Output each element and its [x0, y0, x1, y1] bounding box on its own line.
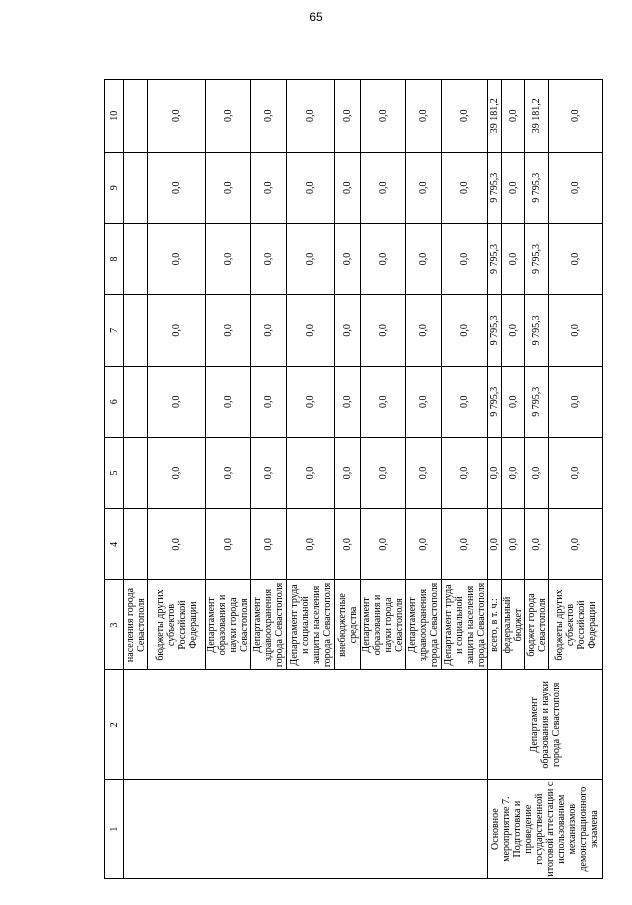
- table-row: [124, 80, 148, 879]
- header-row: [105, 80, 124, 879]
- source-cell: Департамент труда и социальной защиты населения города Севастополя: [287, 580, 335, 670]
- source-cell: федеральный бюджет: [502, 580, 525, 670]
- value-cell: [124, 80, 148, 153]
- value-cell: 0,0: [148, 80, 206, 153]
- measure-title-cell: Основное мероприятие 7. Подготовка и проведение государственной итоговой аттестации с использованием механизмов демонстрационного экзамена: [488, 780, 603, 879]
- source-cell: Департамент здравоохранения города Севастополя: [251, 580, 287, 670]
- value-cell: 0,0: [406, 509, 442, 580]
- header-cell: 2: [105, 670, 124, 780]
- source-cell: внебюджетные средства: [335, 580, 361, 670]
- value-cell: 0,0: [251, 366, 287, 437]
- value-cell: 9 795,3: [525, 295, 549, 366]
- source-cell: всего, в т. ч.:: [488, 580, 502, 670]
- value-cell: 0,0: [488, 509, 502, 580]
- value-cell: 0,0: [549, 80, 603, 153]
- header-cell: 6: [105, 366, 124, 437]
- header-cell: 10: [105, 80, 124, 153]
- value-cell: 0,0: [148, 295, 206, 366]
- value-cell: 0,0: [148, 152, 206, 223]
- value-cell: 0,0: [335, 295, 361, 366]
- value-cell: 0,0: [549, 152, 603, 223]
- value-cell: [124, 295, 148, 366]
- value-cell: 0,0: [549, 509, 603, 580]
- value-cell: 0,0: [251, 295, 287, 366]
- value-cell: 9 795,3: [525, 152, 549, 223]
- value-cell: 9 795,3: [525, 366, 549, 437]
- value-cell: 0,0: [549, 223, 603, 294]
- value-cell: 0,0: [525, 509, 549, 580]
- value-cell: [124, 366, 148, 437]
- value-cell: 0,0: [251, 152, 287, 223]
- value-cell: 0,0: [148, 366, 206, 437]
- table-row: [488, 80, 502, 879]
- source-cell: Департамент здравоохранения города Севастополя: [406, 580, 442, 670]
- value-cell: [124, 223, 148, 294]
- value-cell: 0,0: [549, 366, 603, 437]
- value-cell: 0,0: [287, 152, 335, 223]
- continuation-cell-2: [124, 670, 488, 780]
- source-cell: бюджеты других субъектов Российской Федерации: [549, 580, 603, 670]
- value-cell: 0,0: [442, 152, 488, 223]
- value-cell: 0,0: [406, 223, 442, 294]
- value-cell: 0,0: [502, 509, 525, 580]
- source-cell: Департамент труда и социальной защиты населения города Севастополя: [442, 580, 488, 670]
- value-cell: 0,0: [442, 80, 488, 153]
- value-cell: 0,0: [287, 223, 335, 294]
- value-cell: 0,0: [287, 509, 335, 580]
- header-cell: 1: [105, 780, 124, 879]
- value-cell: 0,0: [251, 223, 287, 294]
- value-cell: 0,0: [361, 223, 406, 294]
- value-cell: 0,0: [206, 295, 251, 366]
- value-cell: 0,0: [287, 295, 335, 366]
- value-cell: [124, 152, 148, 223]
- continuation-cell-1: [124, 780, 488, 879]
- value-cell: 0,0: [335, 152, 361, 223]
- source-cell: бюджет города Севастополя: [525, 580, 549, 670]
- value-cell: 0,0: [287, 80, 335, 153]
- value-cell: 0,0: [502, 80, 525, 153]
- value-cell: 0,0: [361, 152, 406, 223]
- value-cell: 0,0: [206, 80, 251, 153]
- value-cell: 9 795,3: [525, 223, 549, 294]
- value-cell: 0,0: [335, 437, 361, 508]
- value-cell: 0,0: [502, 366, 525, 437]
- value-cell: 0,0: [206, 437, 251, 508]
- value-cell: 0,0: [406, 152, 442, 223]
- source-cell: Департамент образования и науки города Севастополя: [206, 580, 251, 670]
- page-number: 65: [309, 10, 323, 24]
- value-cell: 0,0: [335, 509, 361, 580]
- value-cell: 0,0: [148, 509, 206, 580]
- source-cell: бюджеты других субъектов Российской Федерации: [148, 580, 206, 670]
- value-cell: 0,0: [251, 437, 287, 508]
- value-cell: 0,0: [361, 366, 406, 437]
- source-cell: населения города Севастополя: [124, 580, 148, 670]
- value-cell: 0,0: [206, 152, 251, 223]
- value-cell: 0,0: [148, 223, 206, 294]
- source-cell: Департамент образования и науки города Севастополя: [361, 580, 406, 670]
- value-cell: 39 181,2: [525, 80, 549, 153]
- value-cell: 0,0: [287, 437, 335, 508]
- header-cell: 4: [105, 509, 124, 580]
- value-cell: 0,0: [251, 509, 287, 580]
- value-cell: 0,0: [549, 437, 603, 508]
- value-cell: 0,0: [406, 295, 442, 366]
- value-cell: 0,0: [502, 295, 525, 366]
- value-cell: 0,0: [206, 223, 251, 294]
- header-cell: 3: [105, 580, 124, 670]
- value-cell: [124, 437, 148, 508]
- value-cell: 0,0: [335, 366, 361, 437]
- value-cell: [124, 509, 148, 580]
- rotated-table-wrapper: [104, 79, 600, 879]
- value-cell: 0,0: [335, 80, 361, 153]
- value-cell: 39 181,2: [488, 80, 502, 153]
- value-cell: 0,0: [442, 509, 488, 580]
- header-cell: 7: [105, 295, 124, 366]
- value-cell: 0,0: [361, 437, 406, 508]
- value-cell: 0,0: [206, 366, 251, 437]
- budget-table: [104, 79, 603, 879]
- executor-cell: Департамент образования и науки города Севастополя: [488, 670, 603, 780]
- header-cell: 8: [105, 223, 124, 294]
- value-cell: 0,0: [206, 509, 251, 580]
- value-cell: 0,0: [251, 80, 287, 153]
- value-cell: 0,0: [442, 366, 488, 437]
- header-cell: 5: [105, 437, 124, 508]
- value-cell: 0,0: [442, 295, 488, 366]
- value-cell: 0,0: [335, 223, 361, 294]
- value-cell: 0,0: [148, 437, 206, 508]
- value-cell: 0,0: [287, 366, 335, 437]
- value-cell: 0,0: [442, 223, 488, 294]
- value-cell: 9 795,3: [488, 366, 502, 437]
- value-cell: 0,0: [525, 437, 549, 508]
- value-cell: 9 795,3: [488, 295, 502, 366]
- value-cell: 9 795,3: [488, 223, 502, 294]
- value-cell: 0,0: [502, 437, 525, 508]
- value-cell: 0,0: [361, 295, 406, 366]
- value-cell: 0,0: [549, 295, 603, 366]
- value-cell: 0,0: [502, 223, 525, 294]
- value-cell: 0,0: [502, 152, 525, 223]
- value-cell: 0,0: [442, 437, 488, 508]
- value-cell: 0,0: [406, 437, 442, 508]
- value-cell: 0,0: [361, 509, 406, 580]
- value-cell: 9 795,3: [488, 152, 502, 223]
- header-cell: 9: [105, 152, 124, 223]
- value-cell: 0,0: [406, 366, 442, 437]
- value-cell: 0,0: [361, 80, 406, 153]
- value-cell: 0,0: [488, 437, 502, 508]
- value-cell: 0,0: [406, 80, 442, 153]
